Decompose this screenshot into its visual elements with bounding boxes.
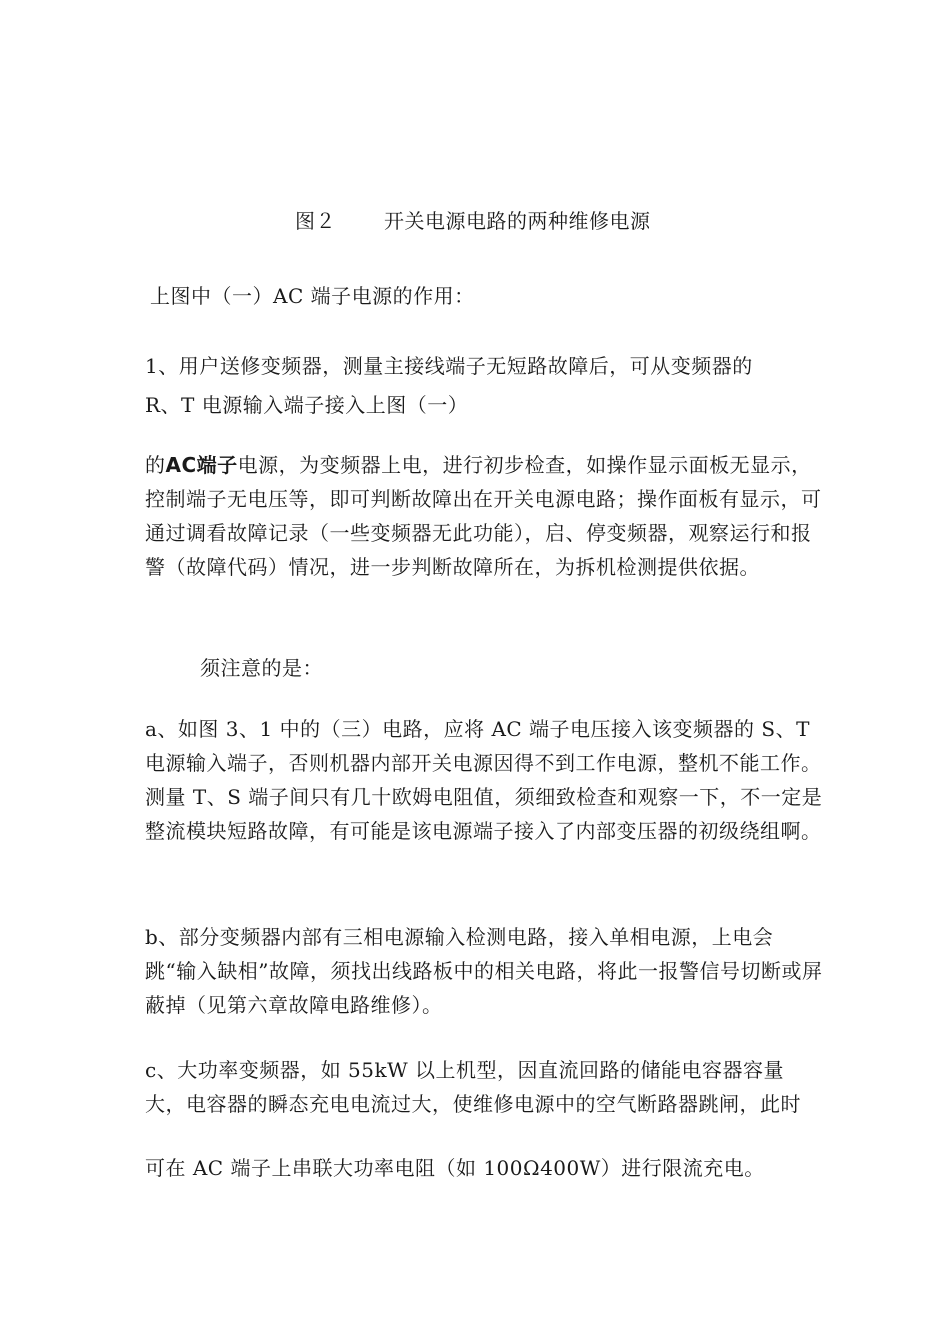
item-a-paragraph: a、如图 3、1 中的（三）电路，应将 AC 端子电压接入该变频器的 S、T 电源输入端子，否则机器内部开关电源因得不到工作电源，整机不能工作。测量 T、S 端子间只有几十欧姆电阻值，须细致检查和观察一下，不一定是整流模块短路故障，有可能是该电源端子接入了内部变压器的初级绕组啊。 bbox=[145, 717, 823, 843]
item-b-paragraph: b、部分变频器内部有三相电源输入检测电路，接入单相电源，上电会跳“输入缺相”故障，须找出线路板中的相关电路，将此一报警信号切断或屏蔽掉（见第六章故障电路维修）。 bbox=[145, 925, 823, 1017]
item-1-rest: 电源，为变频器上电，进行初步检查，如操作显示面板无显示，控制端子无电压等，即可判断故障出在开关电源电路；操作面板有显示，可通过调看故障记录（一些变频器无此功能），启、停变频器，观察运行和报警（故障代码）情况，进一步判断故障所在，为拆机检测提供依据。 bbox=[145, 453, 822, 579]
note-heading: 须注意的是： bbox=[200, 656, 323, 680]
item-1-prefix: 的 bbox=[145, 453, 166, 477]
item-1-continuation bbox=[145, 448, 825, 584]
item-c-paragraph: c、大功率变频器，如 55kW 以上机型，因直流回路的储能电容器容量大，电容器的瞬态充电电流过大，使维修电源中的空气断路器跳闸，此时 bbox=[145, 1058, 801, 1116]
item-c-last-line: 可在 AC 端子上串联大功率电阻（如 100Ω400W）进行限流充电。 bbox=[145, 1156, 765, 1180]
figure-caption bbox=[295, 209, 651, 233]
figure-title: 开关电源电路的两种维修电源 bbox=[384, 209, 651, 233]
figure-label: 图２ bbox=[295, 209, 336, 233]
intro-heading: 上图中（一）AC 端子电源的作用： bbox=[150, 284, 475, 308]
ac-terminal-bold: AC端子 bbox=[165, 453, 238, 477]
item-1-line-1: 1、用户送修变频器，测量主接线端子无短路故障后，可从变频器的 bbox=[145, 354, 753, 378]
item-1-line-2: R、T 电源输入端子接入上图（一） bbox=[145, 393, 469, 417]
